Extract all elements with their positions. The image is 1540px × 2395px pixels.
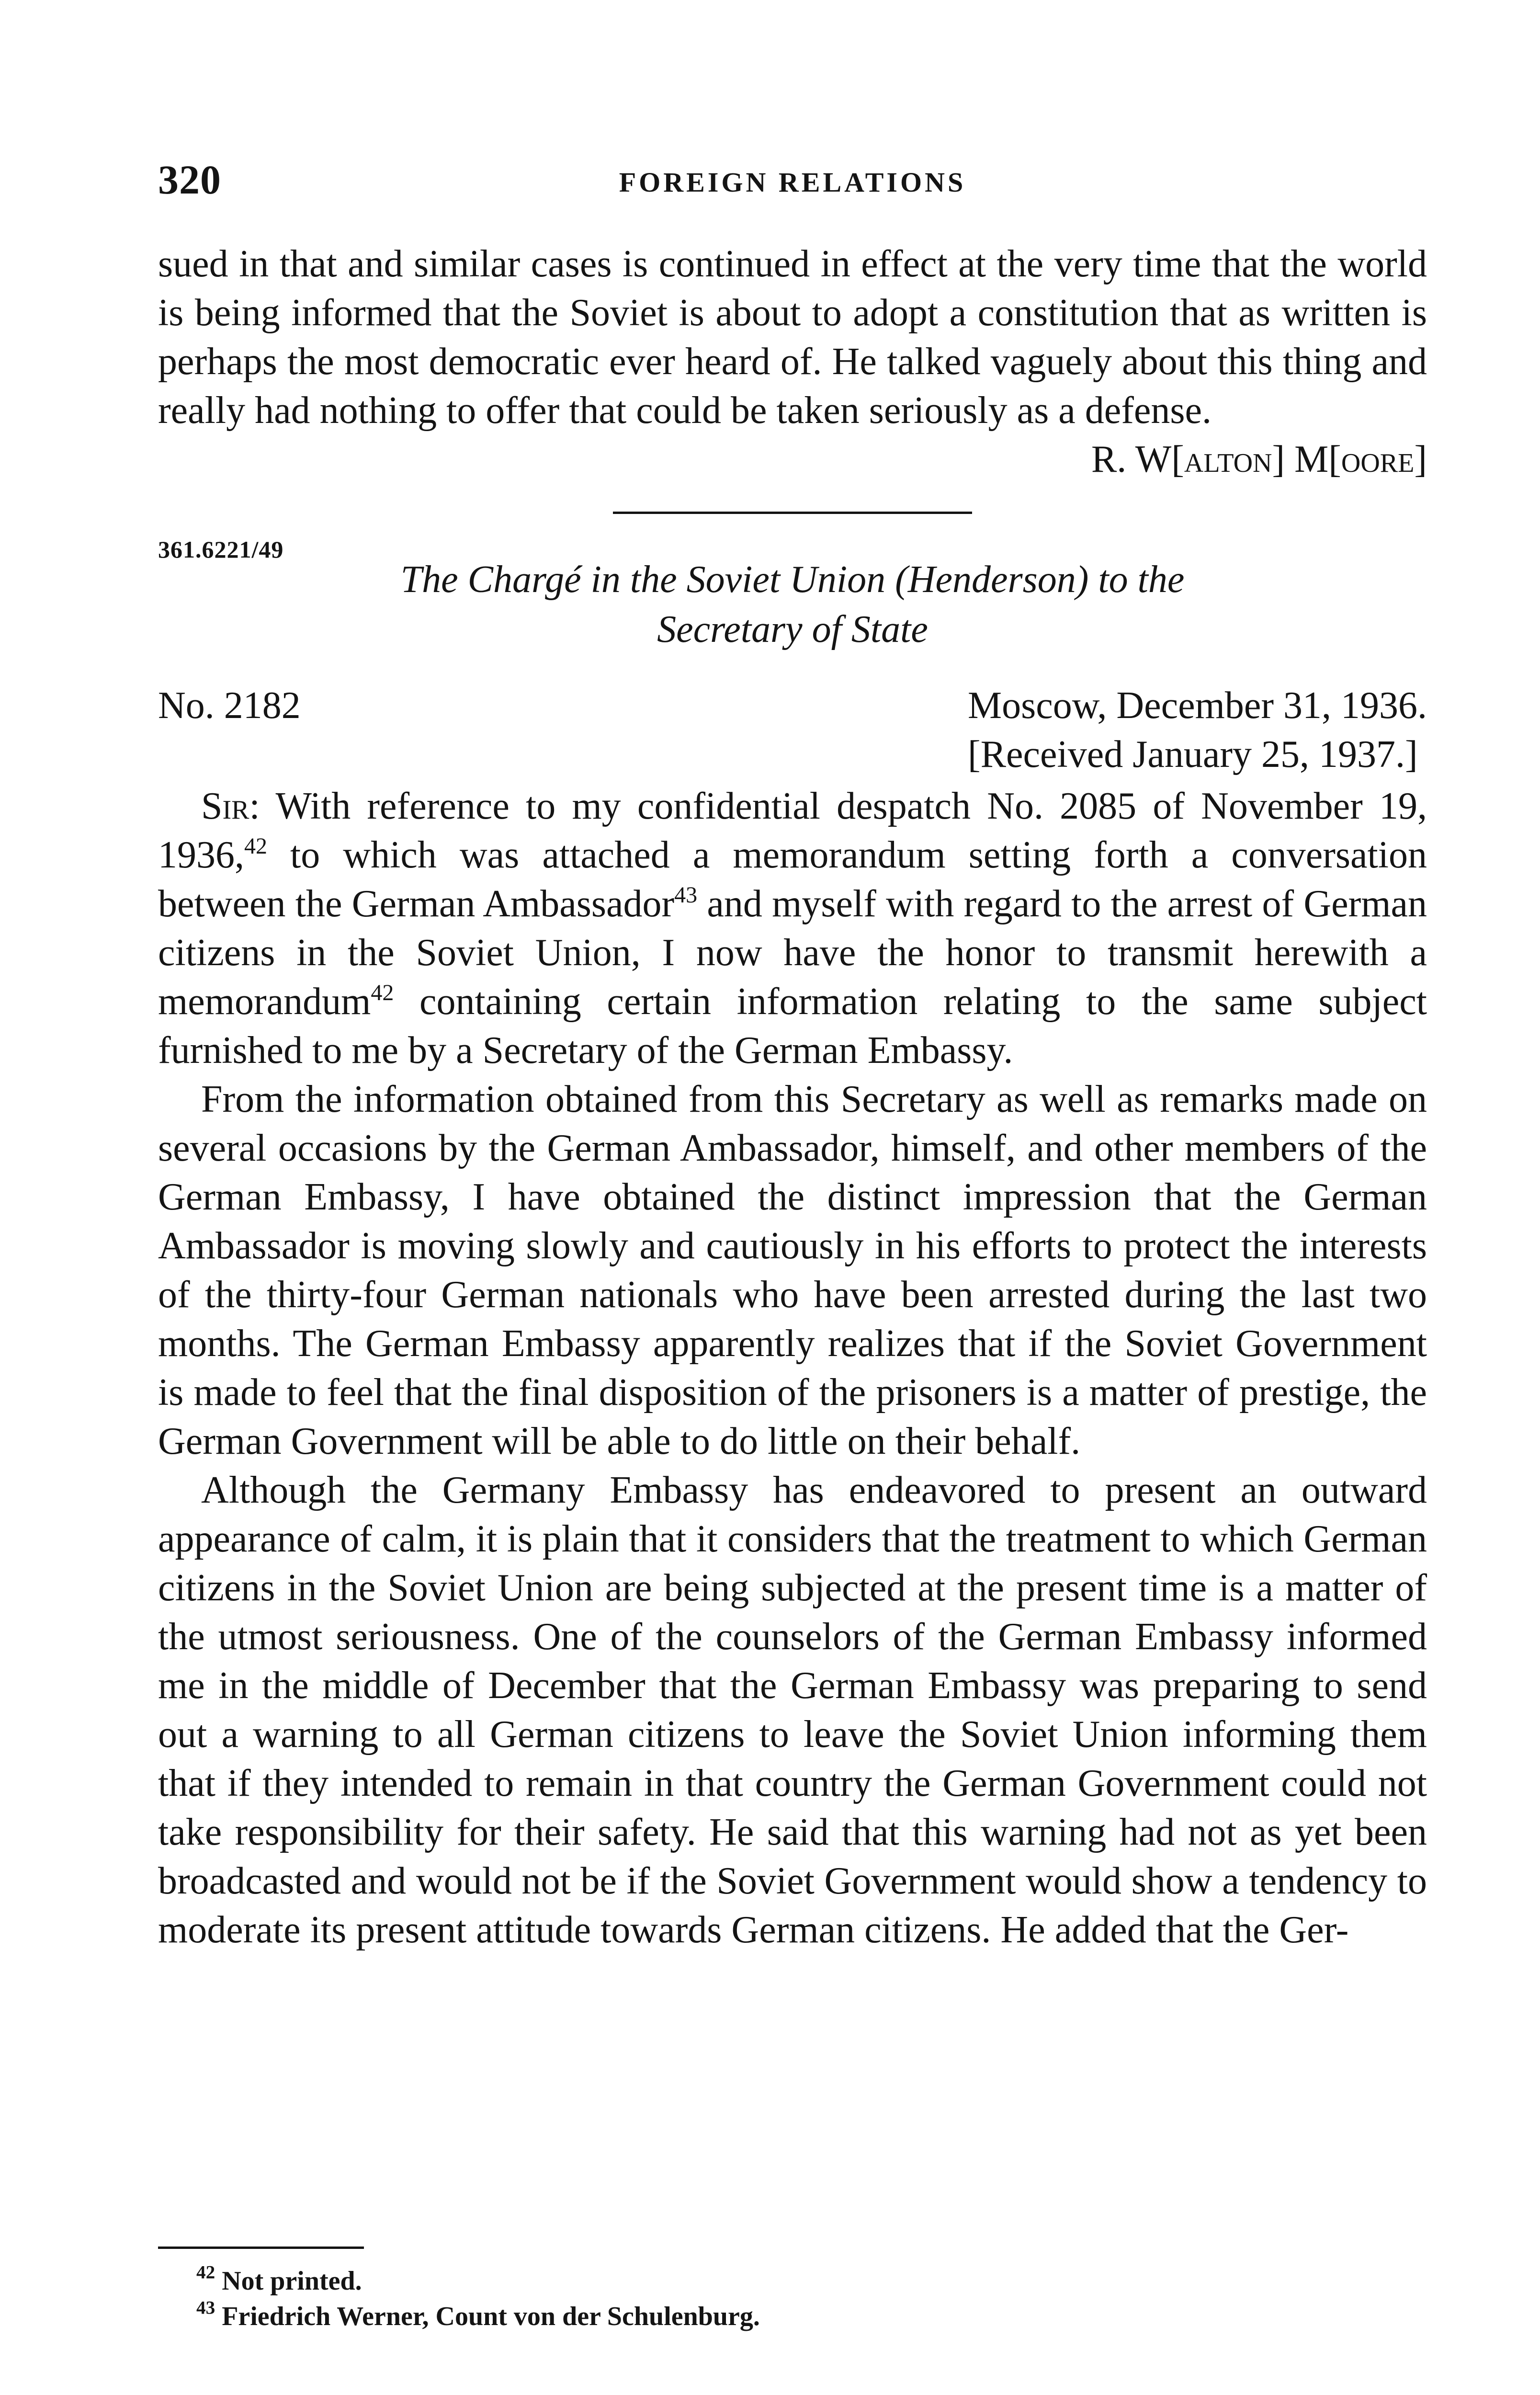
signature-r-smallcaps: alton (1184, 438, 1272, 480)
para1-part-a: : With reference to my confidential despatch No. 2085 of November 19, 1936, (158, 785, 1427, 876)
file-number: 361.6221/49 (158, 536, 284, 563)
footnotes (196, 2263, 1393, 2334)
signature-m-smallcaps: oore (1341, 438, 1415, 480)
body-paragraph-3: Although the Germany Embassy has endeavored to present an outward appearance of calm, it is plain that it considers that the treatment to which German citizens in the Soviet Union are being subjected at the present time is a matter of the utmost seriousness. One of the counselors of the German Embassy informed me in the middle of December that the German Embassy was preparing to send out a warning to all German citizens to leave the Soviet Union informing them that if they intended to remain in that country the German Government could not take responsibility for their safety. He said that this warning had not as yet been broadcasted and would not be if the Soviet Government would show a tendency to moderate its present attitude towards German citizens. He added that the Ger- (158, 1469, 1427, 1951)
page-header (158, 156, 1427, 208)
signature-end: ] (1414, 438, 1427, 480)
section-divider (613, 512, 972, 514)
body-paragraph-2: From the information obtained from this Secretary as well as remarks made on several occasions by the German Ambassador, himself, and other members of the German Embassy, I have obtained the distinct impression that the German Ambassador is moving slowly and cautiously in his efforts to protect the interests of the thirty-four German nationals who have been arrested during the last two months. The German Embassy apparently realizes that if the Soviet Government is made to feel that the final disposition of the prisoners is a matter of prestige, the German Government will be able to do little on their behalf. (158, 1078, 1427, 1462)
footnote (196, 2263, 1393, 2299)
continuation-paragraph: sued in that and similar cases is continued in effect at the very time that the world is being informed that the Soviet is about to adopt a constitution that as written is perhaps the most democratic ever heard of. He talked vaguely about this thing and really had nothing to offer that could be taken seriously as a defense. (158, 243, 1427, 432)
footnote-divider (158, 2247, 364, 2249)
document-meta (158, 681, 1427, 782)
signature (158, 435, 1427, 484)
dateline-block (968, 681, 1427, 779)
document-title (158, 555, 1427, 654)
footnote-mark: 43 (196, 2297, 215, 2318)
footnote-mark: 42 (196, 2262, 215, 2283)
title-line-2: Secretary of State (657, 608, 928, 650)
body-paragraph-1 (158, 782, 1427, 1075)
received-date: [Received January 25, 1937.] (967, 733, 1418, 776)
running-head: FOREIGN RELATIONS (619, 167, 966, 198)
para1-part-d: containing certain information relating to the same subject furnished to me by a Secretary of the German Embassy. (158, 981, 1427, 1072)
footnote-ref: 42 (244, 833, 267, 859)
para1-part-b: to which was attached a memorandum setting forth a conversation between the German Ambassador (158, 834, 1427, 925)
page-content (158, 240, 1427, 1954)
title-line-1: The Chargé in the Soviet Union (Henderson) to the (400, 559, 1185, 601)
para1-part-c: and myself with regard to the arrest of German citizens in the Soviet Union, I now have the honor to transmit herewith a memorandum (158, 883, 1427, 1023)
file-row (158, 512, 1427, 563)
dateline: Moscow, December 31, 1936. (967, 684, 1427, 727)
signature-r: R. W[ (1091, 438, 1184, 480)
footnote-ref: 42 (371, 980, 394, 1006)
footnote-text: Not printed. (222, 2266, 362, 2296)
salutation: Sir (201, 785, 249, 827)
despatch-number: No. 2182 (158, 684, 301, 727)
page-number: 320 (158, 157, 221, 203)
footnote-ref: 43 (674, 882, 698, 908)
footnote-text: Friedrich Werner, Count von der Schulenburg. (222, 2302, 760, 2331)
signature-mid: ] M[ (1272, 438, 1341, 480)
footnote (196, 2299, 1393, 2334)
